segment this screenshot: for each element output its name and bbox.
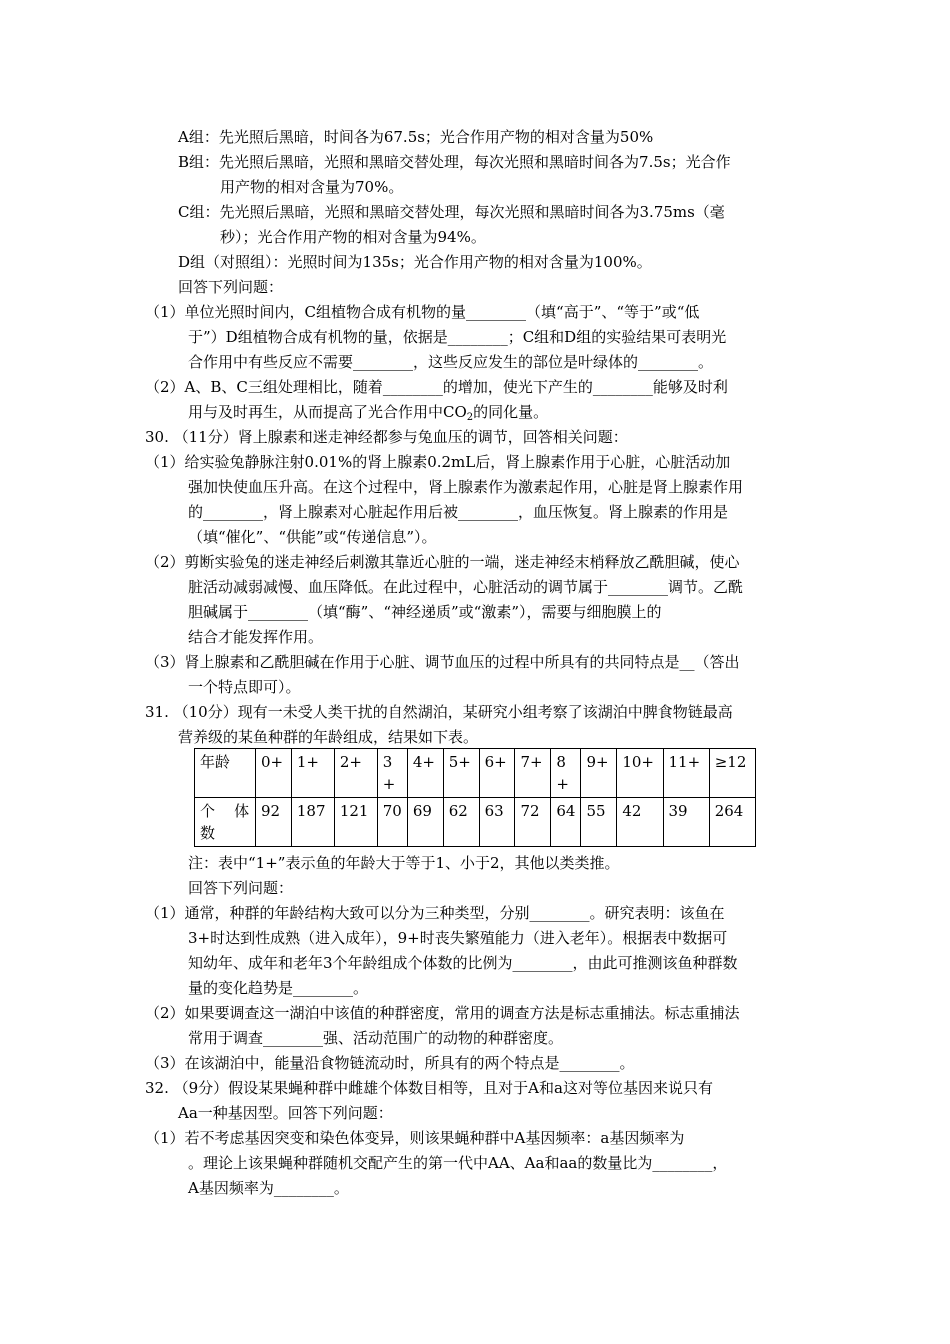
age-cell: 8+ <box>551 749 581 798</box>
age-cell: 4+ <box>407 749 443 798</box>
table-note: 注：表中“1+”表示鱼的年龄大于等于1、小于2，其他以类类推。 <box>188 854 620 872</box>
group-d-text: D组（对照组）：光照时间为135s；光合作用产物的相对含量为100%。 <box>178 253 652 271</box>
q32-title: 32. （9分）假设某果蝇种群中雌雄个体数目相等，且对于A和a这对等位基因来说只有 <box>145 1079 713 1097</box>
count-cell: 42 <box>617 798 663 847</box>
q31-part3: （3）在该湖泊中，能量沿食物链流动时，所具有的两个特点是________。 <box>145 1054 635 1072</box>
age-structure-table <box>194 748 756 847</box>
q30-part2-line4: 结合才能发挥作用。 <box>188 628 324 646</box>
q32-part1-line2: 。理论上该果蝇种群随机交配产生的第一代中AA、Aa和aa的数量比为________， <box>188 1154 728 1172</box>
q29-part1-line3: 合作用中有些反应不需要________，这些反应发生的部位是叶绿体的________。 <box>188 353 714 371</box>
group-a-text: A组：先光照后黑暗，时间各为67.5s；光合作用产物的相对含量为50% <box>178 128 654 146</box>
q30-part1-line3: 的________，肾上腺素对心脏起作用后被________，血压恢复。肾上腺素的作用是 <box>188 503 729 521</box>
q31-part1-line4: 量的变化趋势是________。 <box>188 979 369 997</box>
q30-part3-line1: （3）肾上腺素和乙酰胆碱在作用于心脏、调节血压的过程中所具有的共同特点是__（答出 <box>145 653 740 671</box>
count-cell: 55 <box>581 798 617 847</box>
q29-part1-line2: 于”）D组植物合成有机物的量，依据是________；C组和D组的实验结果可表明光 <box>188 328 727 346</box>
count-cell: 264 <box>709 798 755 847</box>
q31-part1-line3: 知幼年、成年和老年3个年龄组成个体数的比例为________，由此可推测该鱼种群数 <box>188 954 738 972</box>
q30-part3-line2: 一个特点即可）。 <box>188 678 301 696</box>
q32-title-cont: Aa一种基因型。回答下列问题： <box>178 1104 393 1122</box>
age-cell: 7+ <box>515 749 551 798</box>
age-cell: 10+ <box>617 749 663 798</box>
q30-part1-line4: （填“催化”、“供能”或“传递信息”）。 <box>188 528 437 546</box>
age-header-cell: 年龄 <box>195 749 256 798</box>
group-b-text-cont: 用产物的相对含量为70%。 <box>220 178 404 196</box>
count-cell: 72 <box>515 798 551 847</box>
count-cell: 70 <box>377 798 407 847</box>
age-cell: 2+ <box>334 749 377 798</box>
q31-part2-line2: 常用于调查________强、活动范围广的动物的种群密度。 <box>188 1029 564 1047</box>
age-cell: ≥12 <box>709 749 755 798</box>
answer-prompt: 回答下列问题： <box>178 278 284 296</box>
count-cell: 62 <box>443 798 479 847</box>
q31-title-cont: 营养级的某鱼种群的年龄组成，结果如下表。 <box>178 728 479 746</box>
q32-part1-line3: A基因频率为________。 <box>188 1179 349 1197</box>
age-cell: 6+ <box>479 749 515 798</box>
table-row-count <box>195 798 756 847</box>
q29-part1-line1: （1）单位光照时间内，C组植物合成有机物的量________（填“高于”、“等于”或“低 <box>145 303 700 321</box>
q31-title: 31. （10分）现有一未受人类干扰的自然湖泊，某研究小组考察了该湖泊中脾食物链最高 <box>145 703 733 721</box>
q31-prompt: 回答下列问题： <box>188 879 294 897</box>
age-cell: 3+ <box>377 749 407 798</box>
group-c-text: C组：先光照后黑暗，光照和黑暗交替处理，每次光照和黑暗时间各为3.75ms（毫 <box>178 203 725 221</box>
table-row-age <box>195 749 756 798</box>
count-cell: 121 <box>334 798 377 847</box>
age-cell: 9+ <box>581 749 617 798</box>
count-cell: 187 <box>291 798 334 847</box>
q30-part2-line3: 胆碱属于________（填“酶”、“神经递质”或“激素”），需要与细胞膜上的 <box>188 603 662 621</box>
age-cell: 1+ <box>291 749 334 798</box>
q30-part1-line1: （1）给实验兔静脉注射0.01%的肾上腺素0.2mL后，肾上腺素作用于心脏，心脏活动加 <box>145 453 731 471</box>
q30-title: 30. （11分）肾上腺素和迷走神经都参与兔血压的调节，回答相关问题： <box>145 428 628 446</box>
q31-part1-line1: （1）通常，种群的年龄结构大致可以分为三种类型，分别________。研究表明：该鱼在 <box>145 904 725 922</box>
group-c-text-cont: 秒）；光合作用产物的相对含量为94%。 <box>220 228 486 246</box>
q31-part2-line1: （2）如果要调查这一湖泊中该值的种群密度，常用的调查方法是标志重捕法。标志重捕法 <box>145 1004 740 1022</box>
count-cell: 63 <box>479 798 515 847</box>
q29-part2-line2: 用与及时再生，从而提高了光合作用中$CO_2$的同化量。 <box>188 403 549 423</box>
age-cell: 0+ <box>256 749 292 798</box>
age-cell: 11+ <box>663 749 709 798</box>
q30-part1-line2: 强加快使血压升高。在这个过程中，肾上腺素作为激素起作用，心脏是肾上腺素作用 <box>188 478 744 496</box>
q32-part1-line1: （1）若不考虑基因突变和染色体变异，则该果蝇种群中A基因频率：a基因频率为 <box>145 1129 685 1147</box>
age-cell: 5+ <box>443 749 479 798</box>
q30-part2-line1: （2）剪断实验兔的迷走神经后刺激其靠近心脏的一端，迷走神经末梢释放乙酰胆碱，使心 <box>145 553 740 571</box>
q31-part1-line2: 3+时达到性成熟（进入成年），9+时丧失繁殖能力（进入老年）。根据表中数据可 <box>188 929 728 947</box>
q29-part2-line1: （2）A、B、C三组处理相比，随着________的增加，使光下产生的________能够及时利 <box>145 378 728 396</box>
group-b-text: B组：先光照后黑暗，光照和黑暗交替处理，每次光照和黑暗时间各为7.5s；光合作 <box>178 153 731 171</box>
count-header-cell: 个 体 数 <box>195 798 256 847</box>
count-cell: 64 <box>551 798 581 847</box>
q30-part2-line2: 脏活动减弱减慢、血压降低。在此过程中，心脏活动的调节属于________调节。乙酰 <box>188 578 744 596</box>
count-cell: 69 <box>407 798 443 847</box>
count-cell: 92 <box>256 798 292 847</box>
count-cell: 39 <box>663 798 709 847</box>
